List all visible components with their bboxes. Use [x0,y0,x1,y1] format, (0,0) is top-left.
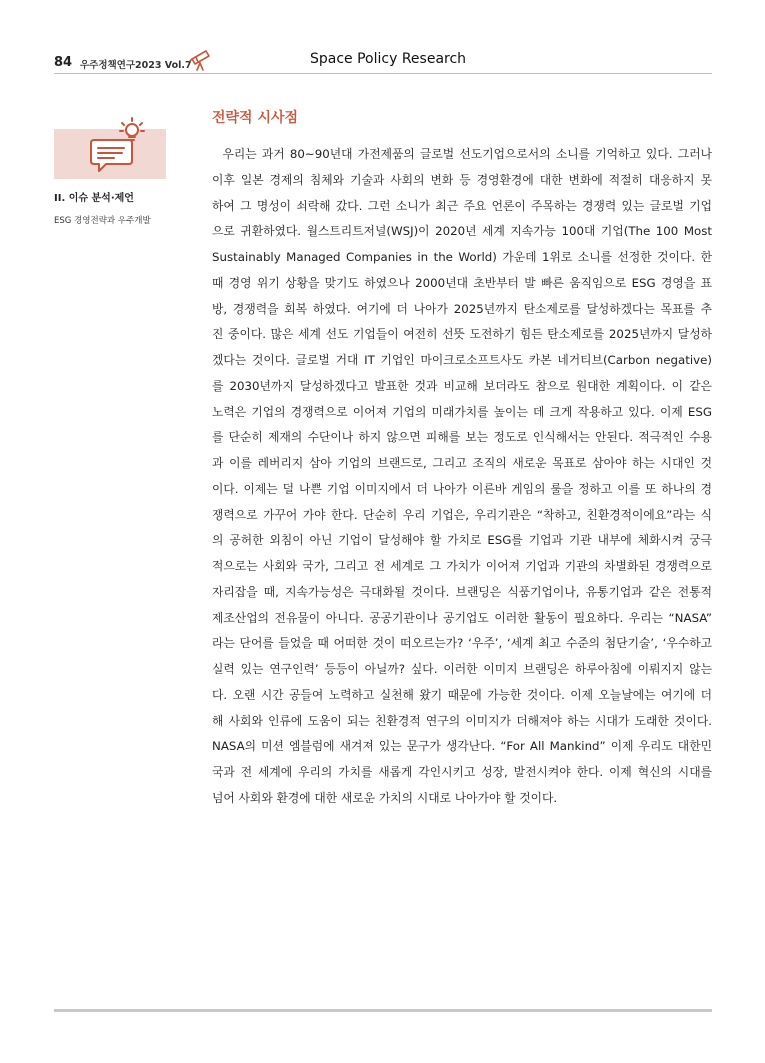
text-line: 과 이를 레버리지 삼아 기업의 브랜드로, 그리고 조직의 새로운 목표로 삼아야 하는 시대인 것 [212,456,712,470]
text-line: 하여 그 명성이 쇠락해 갔다. 그런 소니가 최근 주요 언론이 주목하는 경쟁력 있는 글로벌 기업 [212,198,712,213]
text-line: 넘어 사회와 환경에 대한 새로운 가치의 시대로 나아가야 할 것이다. [212,790,558,805]
text-line: Sustainably Managed Companies in the World) 가운데 1위로 소니를 선정한 것이다. 한 [212,250,712,264]
text-line: 를 단순히 제재의 수단이나 하지 않으면 피해를 보는 정도로 인식해서는 안된다. 적극적인 수용 [212,430,712,445]
text-line: NASA의 미션 엠블럼에 새겨져 있는 문구가 생각난다. “For All Mankind” 이제 우리도 대한민 [212,739,712,754]
journal-title: 우주정책연구2023 Vol.7 [80,60,192,71]
text-line: 이후 일본 경제의 침체와 기술과 사회의 변화 등 경영환경에 대한 변화에 적절히 대응하지 못 [212,172,712,187]
text-line: 실력 있는 연구인력’ 등등이 아닐까? 싶다. 이러한 이미지 브랜딩은 하루아침에 이뤄지지 않는 [212,662,712,676]
text-line: 진 중이다. 많은 세계 선도 기업들이 여전히 선뜻 도전하기 힘든 탄소제로를 2025년까지 달성하 [212,327,712,342]
footer-divider [54,1009,712,1012]
body-paragraph [212,142,712,812]
text-line: 다. 오랜 시간 공들여 노력하고 실천해 왔기 때문에 가능한 것이다. 이제 오늘날에는 여기에 더 [212,687,712,702]
section-title: II. 이슈 분석·제언 [54,193,134,204]
section-subtitle: ESG 경영전략과 우주개발 [54,216,151,226]
text-line: 자리잡을 때, 지속가능성은 극대화될 것이다. 브랜딩은 식품기업이나, 유통기업과 같은 전통적 [212,584,712,599]
text-line: 방, 경쟁력을 회복 하였다. 여기에 더 나아가 2025년까지 탄소제로를 달성하겠다는 목표를 추 [212,301,712,316]
header-divider [54,73,712,74]
text-line: 제조산업의 전유물이 아니다. 공공기관이나 공기업도 이러한 활동이 필요하다. 우리는 “NASA” [212,610,712,625]
text-line: 국과 전 세계에 우리의 가치를 새롭게 각인시키고 성장, 발전시켜야 한다. 이제 혁신의 시대를 [212,765,712,779]
text-line: 해 사회와 인류에 도움이 되는 친환경적 연구의 이미지가 더해져야 하는 시대가 도래한 것이다. [212,713,712,728]
text-line: 때 경영 위기 상황을 맞기도 하였으나 2000년대 초반부터 발 빠른 움직임으로 ESG 경영을 표 [212,275,712,290]
article-heading: 전략적 시사점 [212,110,299,126]
text-line: 적으로는 사회와 국가, 그리고 전 세계로 그 가치가 이어져 기업과 기관의 차별화된 경쟁력으로 [212,559,712,573]
text-line: 쟁력으로 가꾸어 가야 한다. 단순히 우리 기업은, 우리기관은 “착하고, 친환경적이에요”라는 식 [212,507,712,522]
text-line: 라는 단어를 들었을 때 어떠한 것이 떠오르는가? ‘우주’, ‘세계 최고 수준의 첨단기술’, ‘우수하고 [212,636,712,651]
text-line: 으로 귀환하였다. 월스트리트저널(WSJ)이 2020년 세계 지속가능 100대 기업(The 100 Most [212,224,712,239]
text-line: 겠다는 것이다. 글로벌 거대 IT 기업인 마이크로소프트사도 카본 네거티브(Carbon negative) [212,353,712,367]
text-line: 이다. 이제는 덜 나쁜 기업 이미지에서 더 나아가 이른바 게임의 룰을 정하고 이를 또 하나의 경 [212,481,712,496]
series-title: Space Policy Research [310,51,467,67]
text-line: 를 2030년까지 달성하겠다고 발표한 것과 비교해 보더라도 참으로 원대한 계획이다. 이 같은 [212,378,712,393]
page-header [0,0,765,80]
text-line: 우리는 과거 80~90년대 가전제품의 글로벌 선도기업으로서의 소니를 기억하고 있다. 그러나 [212,147,712,161]
page-number: 84 [54,55,73,70]
telescope-icon [187,46,213,76]
chat-lightbulb-icon [54,117,166,179]
text-line: 노력은 기업의 경쟁력으로 이어져 기업의 미래가치를 높이는 데 크게 작용하고 있다. 이제 ESG [212,404,712,419]
text-line: 의 공허한 외침이 아닌 기업이 달성해야 할 가치로 ESG를 기업과 기관 내부에 체화시켜 궁극 [212,533,712,548]
